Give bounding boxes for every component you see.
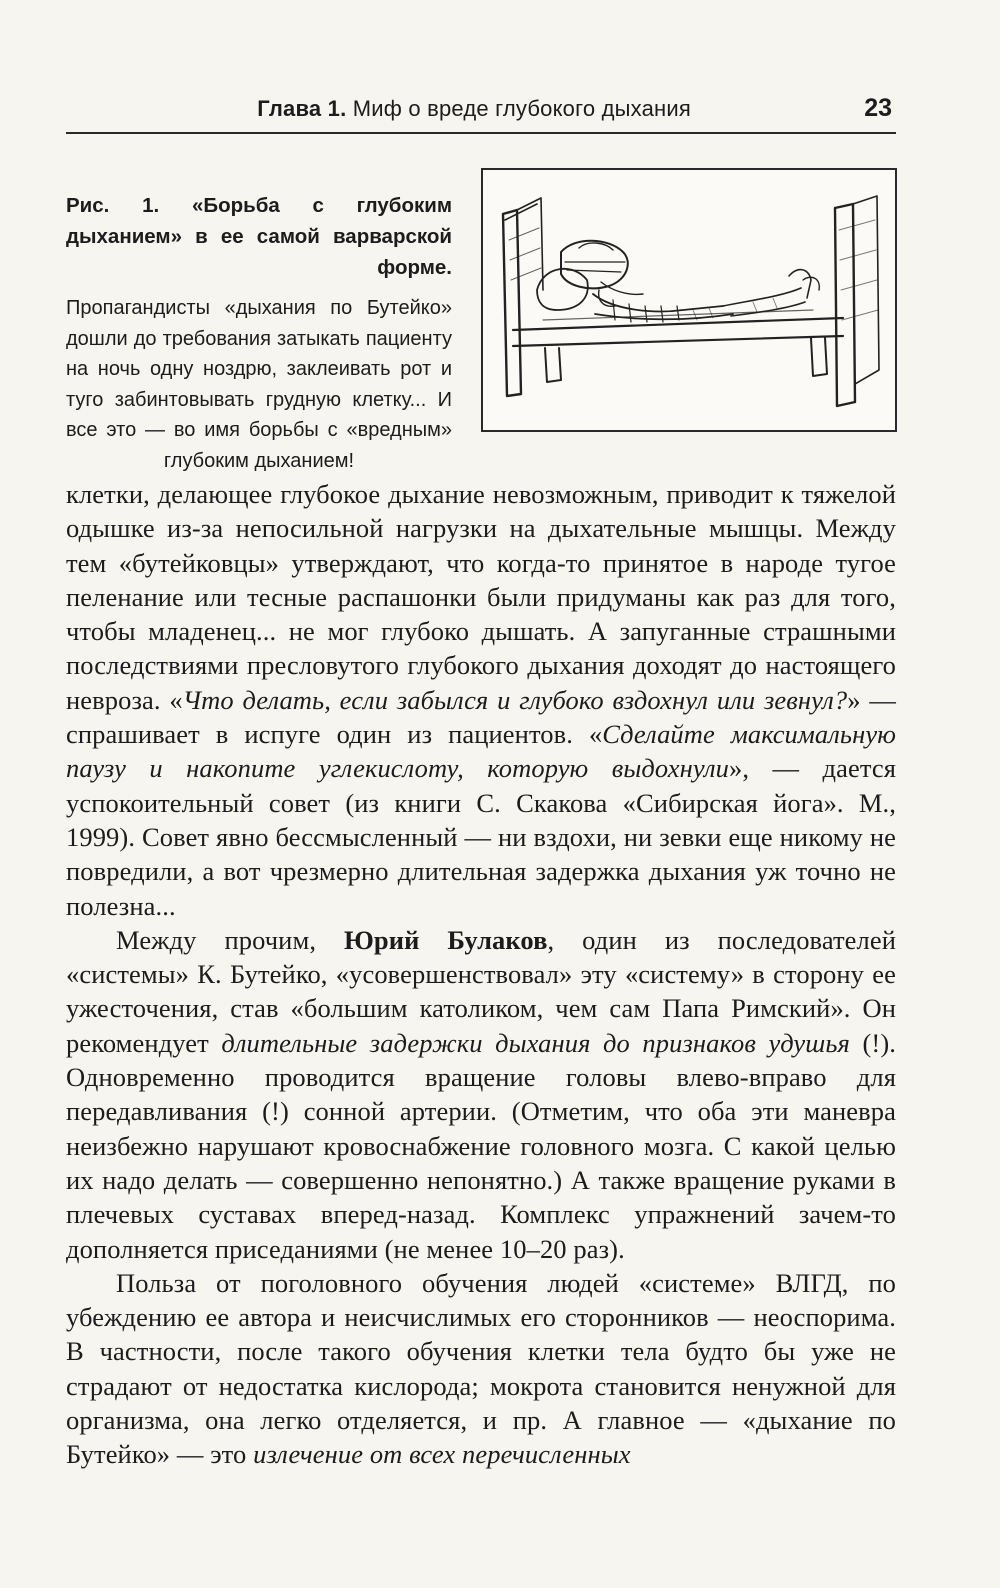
bed-sketch-image (483, 170, 895, 430)
figure-caption (66, 190, 452, 476)
p1-italic-1: Что делать, если забылся и глубоко вздохнул или зевнул? (182, 684, 848, 715)
p2-text-1: Между прочим, (116, 924, 344, 955)
caption-title-line (66, 190, 452, 283)
paragraph-2 (66, 923, 896, 1266)
p1-text-2: » — спрашивает в испуге один из пациентов. « (66, 684, 896, 750)
p2-text-2: , один из последователей «системы» К. Бутейко, «усовершенствовал» эту «систему» в сторону ее ужесточения, став «большим католиком, чем сам Папа Римский». Он рекомендует (66, 924, 897, 1058)
p2-italic-1: длительные задержки дыхания до признаков удушья (221, 1027, 850, 1058)
running-header (66, 96, 896, 134)
caption-body: Пропагандисты «дыхания по Бутейко» дошли до требования затыкать пациенту на ночь одну ноздрю, заклеивать рот и туго забинтовывать грудную клетку... И все это — во имя борьбы с «вредным» глубоким дыханием! (66, 297, 452, 472)
p1-text-1: клетки, делающее глубокое дыхание невозможным, приводит к тяжелой одышке из-за непосильной нагрузки на дыхательные мышцы. Между тем «бутейковцы» утверждают, что когда-то принятое в народе тугое пеленание или тесные распашонки были придуманы как раз для того, чтобы младенец... не мог глубоко дышать. А запуганные страшными последствиями пресловутого глубокого дыхания доходят до настоящего невроза. « (66, 479, 896, 715)
figure-illustration (481, 168, 897, 432)
p3-italic-1: излечение от всех перечисленных (253, 1439, 631, 1470)
chapter-label: Глава 1. (257, 96, 347, 121)
p1-text-3: », — дается успокоительный совет (из книги С. Скакова «Сибирская йога». М., 1999). Совет явно бессмысленный — ни вздохи, ни зевки еще никому не повредили, а вот чрезмерно длительная задержка дыхания уж точно не полезна... (66, 753, 896, 921)
caption-title: «Борьба с глубоким дыханием» в ее самой варварской форме. (66, 194, 453, 279)
paragraph-1 (66, 477, 896, 923)
chapter-title: Миф о вреде глубокого дыхания (352, 96, 691, 121)
p2-text-3: (!). Одновременно проводится вращение головы влево-вправо для передавливания (!) сонной артерии. (Отметим, что оба эти маневра неизбежно нарушают кровоснабжение головного мозга. С какой целью их надо делать — совершенно непонятно.) А также вращение руками в плечевых суставах вперед-назад. Комплекс упражнений зачем-то дополняется приседаниями (не менее 10–20 раз). (66, 1027, 896, 1264)
p2-bold-name: Юрий Булаков (343, 924, 548, 955)
p3-text-1: Польза от поголовного обучения людей «системе» ВЛГД, по убеждению ее автора и неисчислимых его сторонников — неоспорима. В частности, после такого обучения клетки тела будто бы уже не страдают от недостатка кислорода; мокрота становится ненужной для организма, она легко отделяется, и пр. А главное — «дыхание по Бутейко» — это (66, 1267, 896, 1470)
page-number: 23 (864, 94, 892, 122)
body-text (66, 477, 896, 1472)
chapter-heading (257, 96, 691, 122)
p1-italic-2: Сделайте максимальную паузу и накопите углекислоту, которую выдохнули (66, 719, 896, 784)
caption-label: Рис. 1. (66, 194, 160, 217)
paragraph-3 (66, 1266, 896, 1472)
